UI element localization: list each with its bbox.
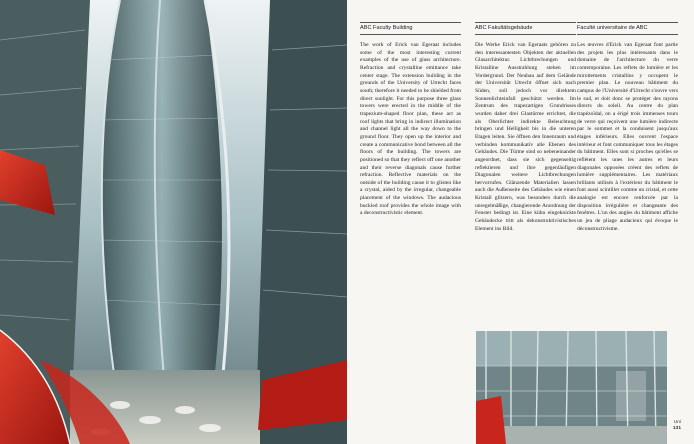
page-number [673, 420, 681, 432]
column-heading: ABC Faculty Building [360, 22, 461, 35]
column-body-text: Les œuvres d'Erick van Egeraat font partie des projets les plus intéressants dans le domaine de l'architecture du verre contemporaine. Les reflets de lumière et les miroitements cristallins y occupent le premier plan. Le nouveau bâtiment du campus de l'Université d'Utrecht s'ouvre vers le sud, et doit donc se protéger des rayons directs du soleil. Au centre du plan trapézoïdal, on a érigé trois immenses tours de verre qui reçoivent une lumière indirecte par le sommet et la conduisent jusqu'aux étages inférieurs. Elles ouvrent l'espace intérieur et font communiquer tous les étages du bâtiment. Elles sont si proches qu'elles se reflètent les unes les autres et leurs diagonales opposées créent des reflets de lumière supplémentaires. Les matériaux brillants utilisés à l'extérieur du bâtiment le font aussi scintiller comme un cristal, et cette analogie est encore renforcée par la disposition irrégulière et changeante des fenêtres. L'un des angles du bâtiment affiche un jeu de pliage audacieux qui évoque le déconstructivisme. [577, 42, 678, 232]
page-section-label: Uni [673, 420, 682, 425]
column-heading: Faculté universitaire de ABC [577, 22, 678, 35]
column-english [360, 22, 461, 218]
interior-detail-photo [476, 331, 667, 444]
interior-detail-illustration [476, 331, 667, 444]
column-german [475, 22, 576, 233]
column-french [577, 22, 678, 233]
column-heading: ABC Fakultätsgebäude [475, 22, 576, 35]
page-number-value: 131 [673, 426, 682, 431]
column-body-text: The work of Erick van Egeraat includes some of the most interesting current examples of the use of glass architecture. Refraction and crystalline emittance take center stage. The extension building in the grounds of the University of Utrecht faces south; therefore it needed to be shielded from direct sunlight. For this purpose three glass towers were erected in the middle of the trapezium-shaped floor plan, these act as roof lights that bring in indirect illumination and channel light all the way down to the ground floor. They open up the interior and create a communicative bond between all the floors of the building. The towers are positioned so that they reflect off one another and their reverse diagonals cause further refraction. Reflective materials on the outside of the building cause it to glisten like a crystal, aided by the irregular, changeable placement of the windows. The audacious buckled roof provides the whole image with a deconstructivistic element. [360, 42, 461, 217]
column-body-text: Die Werke Erick van Egeraats gehören zu den interessantesten Objekten der aktuellen Glasarchitektur. Lichtbrechungen und Kristalline Ausstrahlung stehen im Vordergrund. Der Neubau auf dem Gelände der Universität Utrecht öffnet sich nach Süden, soll jedoch vor direktem Sonnenlichteinfall geschützt werden. Im Zentrum des trapezartigen Grundrisses wurden daher drei Glastürme errichtet, die als Oberlichter indirekte Beleuchtung bringen und Helligkeit bis in die unteren Etagen leiten. Sie öffnen den Innenraum und verbinden kommunikativ alle Ebenen des Gebäudes. Die Türme sind so nebeneinander angeordnet, dass sie sich gegenseitig reflektieren und ihre gegenläufigen Diagonalen weitere Lichtbrechungen hervorrufen. Glänzende Materialien lassen auch die Außenseite des Gebäudes wie einen Kristall glitzern, was besonders durch die unregelmäßige, changierende Anordnung der Fenster bedingt ist. Eine kühn eingeknickte Gebäudecke tritt als dekonstruktivistisches Element ins Bild. [475, 42, 576, 232]
